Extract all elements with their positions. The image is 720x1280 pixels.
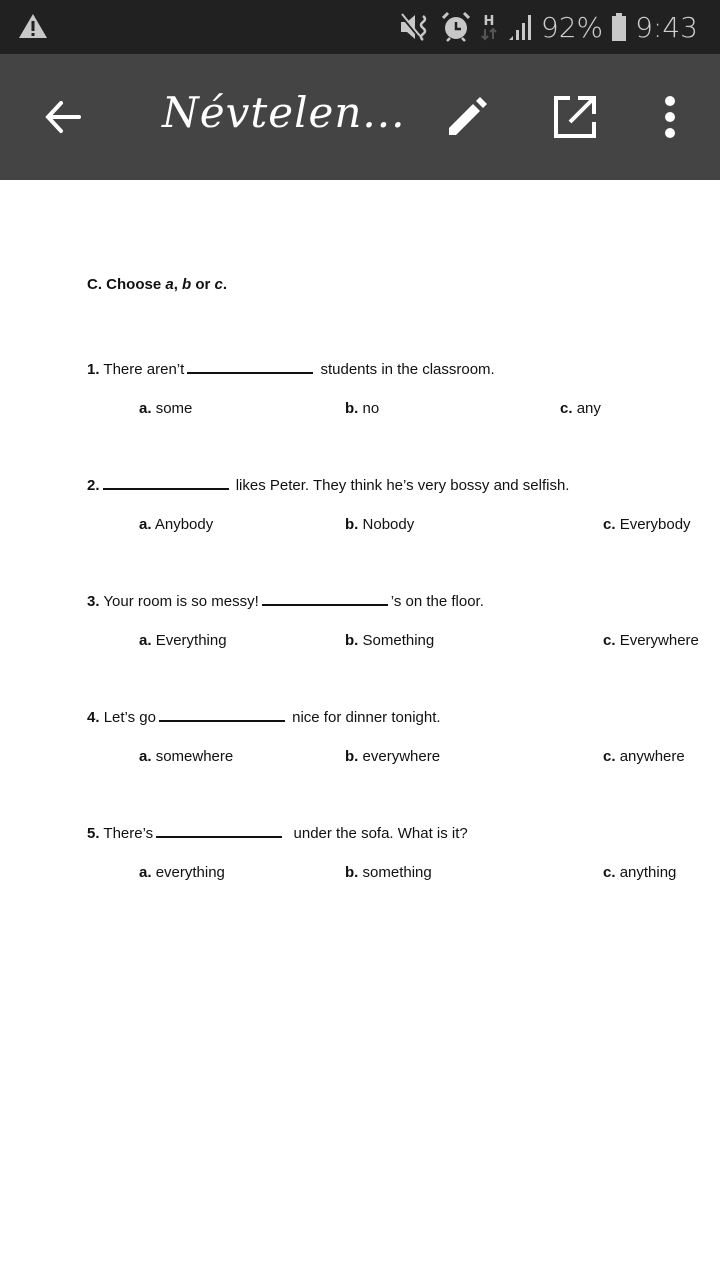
- option-c: c. Everybody: [603, 516, 691, 533]
- option-b: b. everywhere: [345, 748, 441, 765]
- status-bar: [0, 0, 720, 54]
- clock: 9:43: [635, 10, 698, 44]
- open-external-icon: [552, 94, 598, 140]
- open-external-button[interactable]: [550, 92, 600, 142]
- signal-icon: [507, 12, 533, 42]
- question-1: 1. There aren’t students in the classroom.: [87, 361, 495, 378]
- alarm-icon: [441, 11, 471, 43]
- warning-icon: [18, 12, 48, 40]
- answer-blank: [159, 719, 285, 722]
- option-c: c. anything: [603, 864, 677, 881]
- app-bar: [0, 54, 720, 180]
- back-button[interactable]: [38, 92, 88, 142]
- option-a: a. Anybody: [139, 516, 214, 533]
- option-a: a. Everything: [139, 632, 227, 649]
- question-4: 4. Let’s go nice for dinner tonight.: [87, 709, 441, 726]
- option-a: a. everything: [139, 864, 225, 881]
- option-b: b. no: [345, 400, 380, 417]
- more-options-button[interactable]: [645, 92, 695, 142]
- network-type-label: H: [483, 14, 495, 29]
- section-heading: C. Choose a, b or c.: [87, 276, 228, 293]
- option-b: b. Something: [345, 632, 435, 649]
- option-a: a. somewhere: [139, 748, 234, 765]
- vibrate-mute-icon: [399, 12, 433, 42]
- option-b: b. something: [345, 864, 432, 881]
- option-b: b. Nobody: [345, 516, 415, 533]
- hspa-data-icon: [479, 11, 499, 43]
- pencil-edit-icon: [445, 95, 489, 139]
- answer-blank: [103, 487, 229, 490]
- status-icons: [399, 8, 698, 46]
- document-page: [0, 180, 720, 1280]
- answer-blank: [156, 835, 282, 838]
- answer-blank: [262, 603, 388, 606]
- back-arrow-icon: [43, 97, 83, 137]
- question-2: 2. likes Peter. They think he’s very bossy and selfish.: [87, 477, 570, 494]
- option-c: c. Everywhere: [603, 632, 699, 649]
- option-c: c. anywhere: [603, 748, 685, 765]
- option-a: a. some: [139, 400, 193, 417]
- question-3: 3. Your room is so messy! ’s on the floor.: [87, 593, 484, 610]
- battery-icon: [611, 12, 627, 42]
- option-c: c. any: [560, 400, 601, 417]
- edit-button[interactable]: [442, 92, 492, 142]
- answer-blank: [187, 371, 313, 374]
- battery-percent: 92%: [540, 10, 604, 44]
- document-title: Névtelen...: [162, 88, 406, 137]
- question-5: 5. There’s under the sofa. What is it?: [87, 825, 468, 842]
- more-vert-icon: [663, 95, 677, 139]
